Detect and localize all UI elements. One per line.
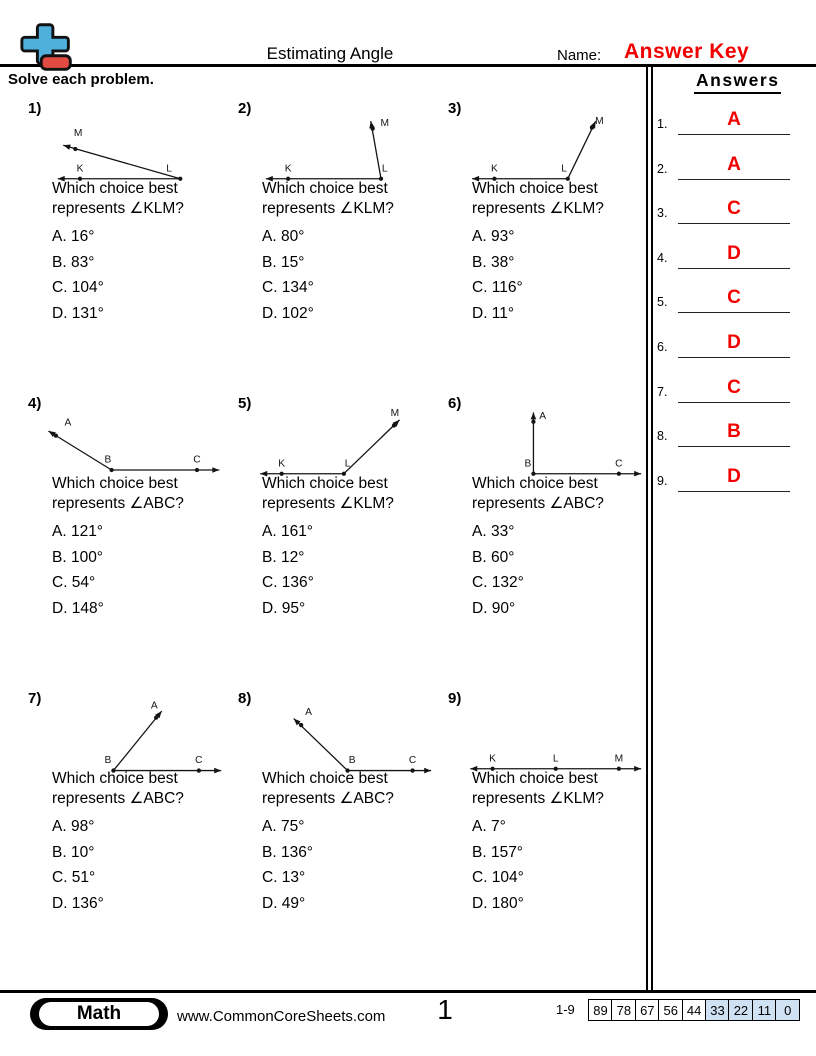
angle-diagram [244, 700, 440, 778]
choice-option: D. 180° [472, 894, 524, 912]
choice-option: C. 104° [52, 279, 104, 296]
header-rule [0, 64, 816, 67]
question-text [52, 179, 237, 219]
score-cell: 22 [728, 999, 753, 1021]
page-number: 1 [437, 994, 453, 1025]
choice-option: B. 60° [472, 548, 515, 566]
choice-option: A. 93° [472, 228, 515, 245]
question-line-2: represents ∠KLM? [262, 200, 394, 217]
choice-option: B. 38° [472, 253, 515, 271]
answers-heading: Answers [694, 70, 781, 94]
question-line-2: represents ∠ABC? [52, 495, 184, 512]
choice-option: C. 132° [472, 574, 524, 591]
question-line-1: Which choice best [472, 770, 598, 787]
answer-number: 1. [657, 117, 668, 131]
problem-cell [448, 690, 656, 982]
choice-option: C. 104° [472, 869, 524, 886]
problem-number: 7) [28, 690, 42, 707]
score-cell: 67 [635, 999, 660, 1021]
choice-option: B. 10° [52, 843, 95, 861]
answer-letter: D [727, 465, 741, 487]
subject-badge [30, 998, 168, 1030]
choice-option: C. 13° [262, 869, 306, 886]
point-dot [531, 420, 535, 424]
question-text [472, 179, 657, 219]
point-label: M [614, 753, 624, 765]
question-text [262, 474, 447, 514]
problem-cell [238, 100, 446, 392]
choice-option: A. 16° [52, 228, 95, 245]
answer-letter: D [727, 332, 741, 353]
ray-line [113, 711, 161, 770]
website-url: www.CommonCoreSheets.com [177, 1008, 386, 1025]
answer-number: 6. [657, 340, 668, 354]
answer-number: 7. [657, 384, 668, 399]
score-cell: 33 [705, 999, 730, 1021]
score-cell: 78 [611, 999, 636, 1021]
page-title: Estimating Angle [266, 44, 394, 63]
answer-letter: A [727, 153, 741, 175]
answer-letter: C [727, 287, 741, 309]
point-dot [73, 147, 77, 151]
angle-diagram [454, 110, 650, 188]
answer-letter: A [727, 109, 741, 130]
problem-cell [238, 395, 446, 687]
question-text [472, 474, 657, 514]
choice-option: D. 49° [262, 894, 306, 912]
answer-key-text: Answer Key [624, 40, 750, 63]
choice-option: B. 100° [52, 548, 104, 566]
angle-diagram [454, 700, 650, 778]
question-line-2: represents ∠KLM? [262, 495, 394, 512]
ray-line [48, 431, 111, 470]
question-line-1: Which choice best [262, 770, 388, 787]
point-label: L [552, 753, 559, 765]
problem-cell [448, 395, 656, 687]
answer-letter: D [727, 242, 741, 264]
point-label: M [380, 117, 389, 129]
arrowhead-icon [531, 412, 537, 419]
angle-diagram [454, 405, 650, 483]
point-label: K [284, 163, 292, 175]
score-table [588, 999, 800, 1021]
plus-minus-logo-icon [18, 22, 80, 74]
question-line-1: Which choice best [52, 180, 178, 197]
choice-option: A. 121° [52, 523, 104, 540]
answer-number: 9. [657, 473, 668, 488]
answer-number: 8. [657, 429, 668, 444]
score-range-label: 1-9 [556, 1002, 575, 1017]
question-line-1: Which choice best [262, 180, 388, 197]
point-dot [371, 126, 375, 130]
answer-blank-line [678, 268, 790, 269]
question-line-2: represents ∠ABC? [262, 790, 394, 807]
question-line-1: Which choice best [52, 770, 178, 787]
logo-minus-shape [41, 56, 70, 70]
instructions-text: Solve each problem. [8, 71, 154, 88]
choice-option: D. 95° [262, 599, 306, 617]
problem-number: 2) [238, 100, 252, 117]
point-label: A [64, 417, 72, 429]
answer-blank-line [678, 402, 790, 403]
point-label: B [104, 454, 112, 466]
score-cell: 0 [775, 999, 800, 1021]
point-label: B [104, 755, 112, 767]
question-text [262, 179, 447, 219]
problem-cell [28, 690, 236, 982]
point-label: A [150, 700, 158, 712]
question-line-1: Which choice best [52, 475, 178, 492]
question-text [52, 769, 237, 809]
answer-number: 4. [657, 250, 668, 265]
choice-option: B. 12° [262, 548, 305, 566]
choice-option: C. 136° [262, 574, 314, 591]
question-line-2: represents ∠ABC? [472, 495, 604, 512]
choice-option: C. 134° [262, 279, 314, 296]
question-text [52, 474, 237, 514]
point-label: C [615, 458, 623, 470]
problem-number: 1) [28, 100, 42, 117]
choice-option: A. 161° [262, 523, 314, 540]
question-line-2: represents ∠KLM? [472, 200, 604, 217]
answer-letter: C [727, 376, 741, 398]
question-line-2: represents ∠ABC? [52, 790, 184, 807]
choice-option: D. 90° [472, 599, 516, 617]
footer-rule [0, 990, 816, 993]
choice-option: D. 131° [52, 304, 104, 322]
point-label: L [344, 458, 351, 470]
answer-number: 2. [657, 161, 668, 176]
answer-blank-line [678, 134, 790, 135]
choice-option: A. 7° [472, 818, 506, 835]
problem-number: 8) [238, 690, 252, 707]
answer-blank-line [678, 312, 790, 313]
choice-option: A. 75° [262, 818, 305, 835]
question-text [262, 769, 447, 809]
choice-option: A. 98° [52, 818, 95, 835]
answer-blank-line [678, 223, 790, 224]
choice-list [472, 814, 524, 916]
point-label: A [305, 706, 312, 718]
answer-blank-line [678, 446, 790, 447]
ray-line [344, 420, 400, 474]
choice-option: D. 102° [262, 304, 314, 322]
point-label: L [561, 163, 567, 175]
angle-diagram [34, 405, 230, 483]
problem-cell [28, 395, 236, 687]
point-label: L [381, 163, 388, 175]
choice-list [472, 519, 524, 621]
point-label: C [195, 755, 203, 767]
score-cell: 89 [588, 999, 613, 1021]
point-label: B [524, 458, 532, 470]
answer-blank-line [678, 179, 790, 180]
answer-blank-line [678, 357, 790, 358]
choice-option: D. 148° [52, 599, 104, 617]
choice-option: C. 54° [52, 574, 96, 591]
score-cell: 44 [682, 999, 707, 1021]
point-label: M [390, 408, 400, 420]
point-label: M [73, 128, 83, 139]
question-line-2: represents ∠KLM? [472, 790, 604, 807]
choice-option: D. 136° [52, 894, 104, 912]
answer-number: 5. [657, 295, 668, 310]
answer-number: 3. [657, 206, 668, 221]
problem-number: 6) [448, 395, 462, 412]
point-dot [54, 434, 58, 438]
point-label: M [595, 115, 604, 127]
question-line-1: Which choice best [262, 475, 388, 492]
question-text [472, 769, 657, 809]
problem-cell [448, 100, 656, 392]
choice-option: B. 15° [262, 253, 305, 271]
choice-option: C. 116° [472, 279, 523, 296]
choice-option: B. 157° [472, 843, 524, 861]
angle-diagram [34, 110, 230, 188]
choice-list [262, 224, 314, 326]
point-label: L [166, 163, 172, 175]
answer-blank-line [678, 491, 790, 492]
answer-letter: C [727, 198, 741, 220]
subject-badge-label: Math [39, 1002, 159, 1026]
choice-list [472, 224, 523, 326]
score-cell: 11 [752, 999, 777, 1021]
arrowhead-icon [63, 145, 70, 150]
point-dot [109, 468, 113, 472]
choice-list [52, 814, 104, 916]
point-label: A [539, 410, 547, 422]
choice-list [262, 519, 314, 621]
point-label: K [76, 163, 84, 175]
choice-option: B. 136° [262, 843, 314, 861]
name-label: Name: [557, 47, 602, 64]
point-label: C [193, 454, 201, 466]
point-dot [154, 716, 158, 720]
choice-list [262, 814, 313, 916]
point-dot [392, 423, 396, 427]
problem-number: 5) [238, 395, 252, 412]
choice-option: A. 33° [472, 523, 515, 540]
point-label: K [489, 753, 496, 765]
choice-option: C. 51° [52, 869, 96, 886]
choice-option: A. 80° [262, 228, 305, 245]
ray-line [568, 121, 596, 179]
point-label: C [408, 755, 417, 767]
arrowhead-icon [212, 467, 219, 473]
choice-list [52, 519, 104, 621]
point-label: K [491, 163, 498, 175]
problem-cell [238, 690, 446, 982]
problem-number: 4) [28, 395, 42, 412]
point-dot [590, 126, 594, 130]
point-label: B [348, 755, 356, 767]
problem-number: 9) [448, 690, 462, 707]
question-line-2: represents ∠KLM? [52, 200, 184, 217]
angle-diagram [244, 405, 440, 483]
question-line-1: Which choice best [472, 180, 598, 197]
choice-option: B. 83° [52, 253, 95, 271]
question-line-1: Which choice best [472, 475, 598, 492]
choice-option: D. 11° [472, 304, 515, 322]
answer-letter: B [727, 421, 741, 443]
angle-diagram [244, 110, 440, 188]
problem-number: 3) [448, 100, 462, 117]
angle-diagram [34, 700, 230, 778]
point-label: K [278, 458, 286, 470]
point-dot [195, 468, 199, 472]
choice-list [52, 224, 104, 326]
point-dot [299, 723, 303, 727]
score-cell: 56 [658, 999, 683, 1021]
problem-cell [28, 100, 236, 392]
